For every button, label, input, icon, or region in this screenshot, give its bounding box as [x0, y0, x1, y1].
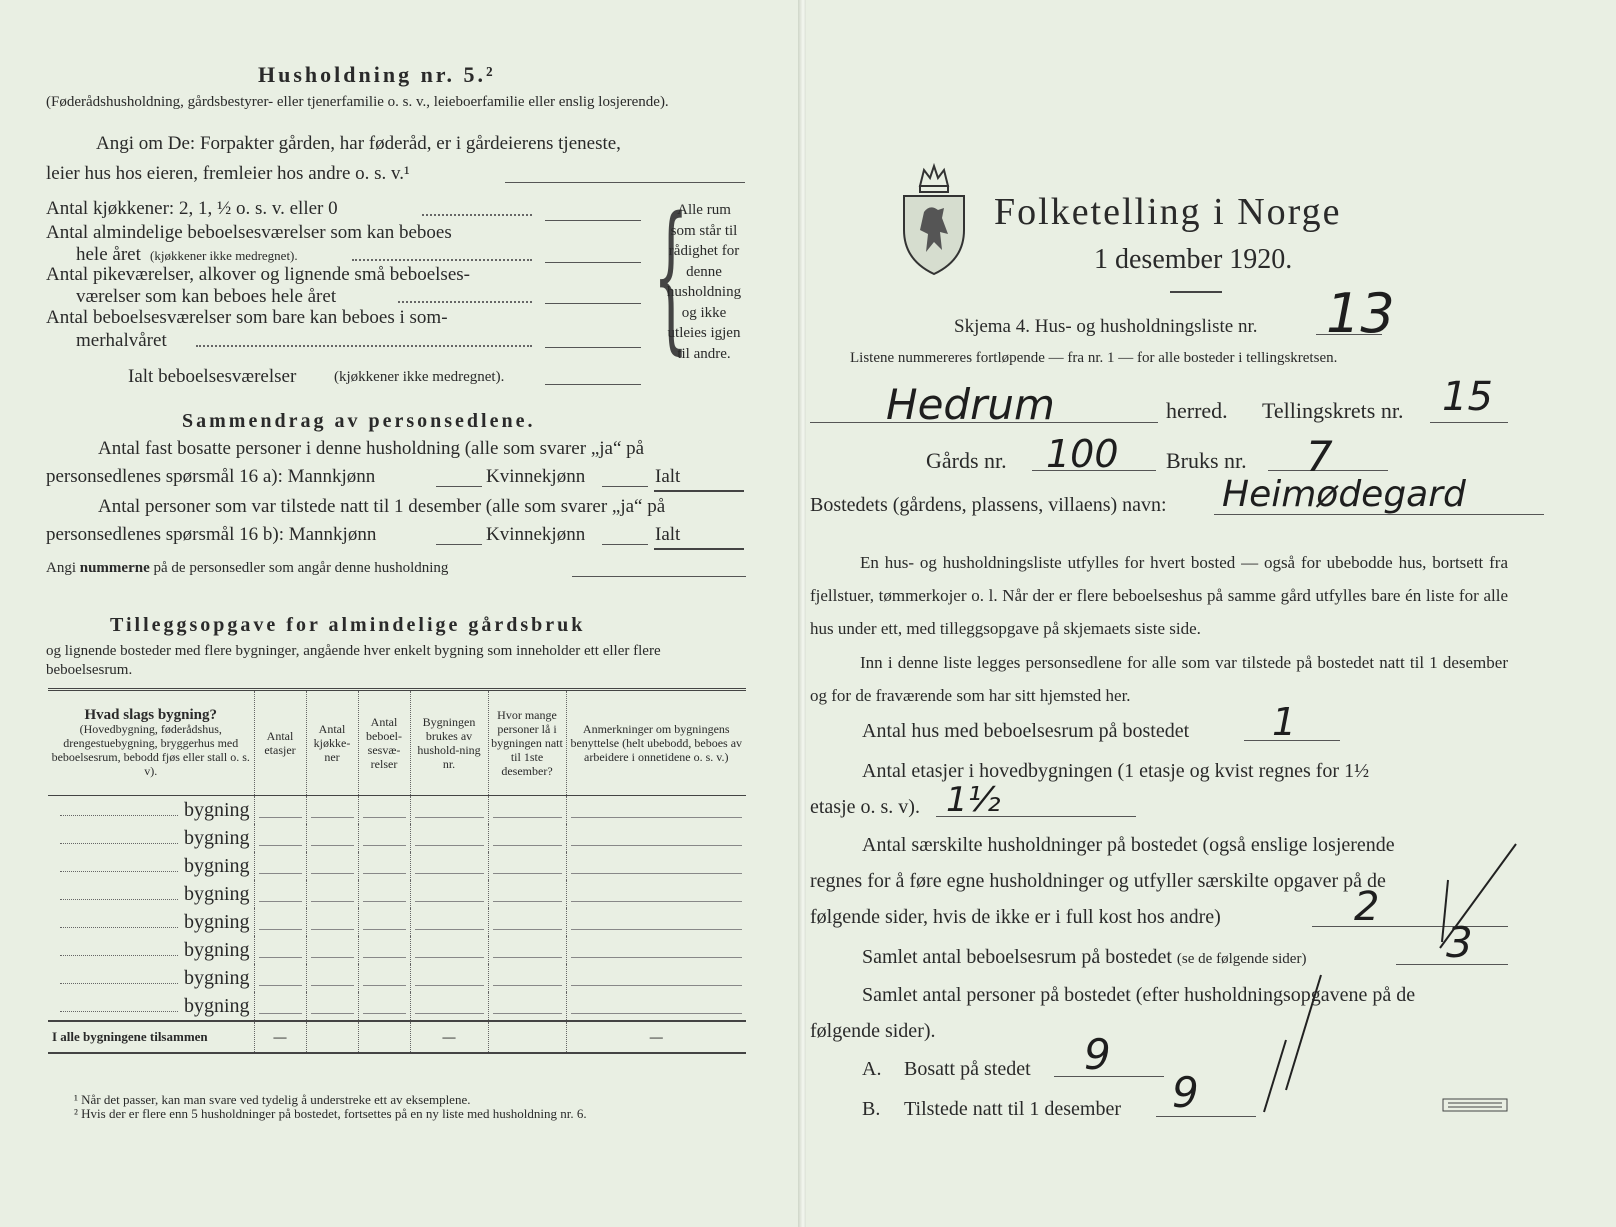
- table-header-1: [254, 690, 306, 796]
- table-header-text: (Hovedbygning, føderådshus, drengestuebygning, bryggerhus med beboelsesrum, bebodd fjøs eller stall o. s. v).: [51, 722, 250, 778]
- sommer-label-2: merhalvåret: [76, 330, 167, 351]
- ialt-b-line[interactable]: [654, 548, 744, 550]
- herred-label: herred.: [1166, 398, 1228, 423]
- samlet-pers-label-1: Samlet antal personer på bostedet (efter husholdningsopgavene på de: [862, 984, 1416, 1006]
- gards-value: 100: [1046, 432, 1119, 476]
- building-type-blank[interactable]: [60, 927, 178, 928]
- angi-answer-line[interactable]: [505, 182, 745, 183]
- summary-a-1: Antal fast bosatte personer i denne husholdning (alle som svarer „ja“ på: [98, 438, 645, 459]
- ialt-rooms-answer-line[interactable]: [545, 384, 641, 385]
- table-header-text: Antal etasjer: [264, 729, 296, 757]
- table-cell[interactable]: [410, 908, 488, 936]
- antal-hus-label: Antal hus med beboelsesrum på bostedet: [862, 720, 1190, 742]
- building-type-cell[interactable]: [48, 936, 254, 964]
- building-type-cell[interactable]: [48, 992, 254, 1021]
- row-label: bygning: [183, 882, 250, 905]
- table-header-4: [410, 690, 488, 796]
- angi-nummerne-bold: nummerne: [79, 560, 150, 576]
- census-date: 1 desember 1920.: [1094, 244, 1293, 275]
- herred-value: Hedrum: [886, 380, 1055, 429]
- table-cell[interactable]: [410, 964, 488, 992]
- total-cell[interactable]: [306, 1021, 358, 1053]
- pike-answer-line[interactable]: [545, 303, 641, 304]
- cell-underline: [259, 887, 302, 902]
- a-label: A.: [862, 1058, 882, 1080]
- dots: [352, 259, 532, 261]
- mann-a-line[interactable]: [436, 486, 482, 487]
- antal-hus-value: 1: [1272, 700, 1297, 744]
- cell-underline: [363, 859, 406, 874]
- brace: {: [653, 182, 689, 369]
- tillegg-intro: og lignende bosteder med flere bygninger, angående hver enkelt bygning som inneholder ett eller flere beboelsesrum.: [46, 643, 661, 678]
- table-header-text: Anmerkninger om bygningens benyttelse (helt ubebodd, beboes av arbeidere i onnetidene o. s. v.): [570, 722, 743, 764]
- table-cell[interactable]: [410, 852, 488, 880]
- tellingskrets-line[interactable]: [1430, 422, 1508, 423]
- building-type-cell[interactable]: [48, 964, 254, 992]
- cell-underline: [571, 999, 743, 1014]
- cell-underline: [363, 971, 406, 986]
- a-text: Bosatt på stedet: [904, 1058, 1031, 1080]
- instructions-2: Inn i denne liste legges personsedlene for alle som var tilstede på bostedet natt til 1 desember og for de fraværende som har sitt hjemsted her.: [810, 653, 1508, 705]
- total-cell[interactable]: —: [566, 1021, 746, 1053]
- footnote-2: ² Hvis der er flere enn 5 husholdninger på bostedet, fortsettes på en ny liste med husholdning nr. 6.: [74, 1106, 587, 1121]
- a-value: 9: [1084, 1030, 1111, 1079]
- cell-underline: [493, 859, 562, 874]
- table-cell[interactable]: [254, 824, 306, 852]
- samlet-rum-text: Samlet antal beboelsesrum på bostedet: [862, 946, 1172, 968]
- cell-underline: [311, 859, 354, 874]
- sarskilte-label-3: følgende sider, hvis de ikke er i full kost hos andre): [810, 906, 1221, 928]
- household-title: Husholdning nr. 5.²: [258, 62, 496, 87]
- table-header-0: [48, 690, 254, 796]
- table-row: [48, 936, 746, 964]
- table-cell[interactable]: [410, 824, 488, 852]
- table-cell[interactable]: [254, 908, 306, 936]
- household-intro: (Føderådshusholdning, gårdsbestyrer- eller tjenerfamilie o. s. v., leieboerfamilie eller enslig losjerende).: [46, 94, 669, 110]
- ialt-rooms-note: (kjøkkener ikke medregnet).: [334, 369, 505, 385]
- cell-underline: [571, 971, 743, 986]
- cell-underline: [493, 999, 562, 1014]
- cell-underline: [311, 999, 354, 1014]
- building-table: [48, 688, 746, 1054]
- pike-label-2: værelser som kan beboes hele året: [76, 286, 337, 307]
- sarskilte-label-1: Antal særskilte husholdninger på bostedet (også enslige losjerende: [862, 834, 1395, 856]
- cell-underline: [259, 915, 302, 930]
- table-cell[interactable]: [254, 964, 306, 992]
- right-page: [806, 0, 1616, 1227]
- sarskilte-label-2: regnes for å føre egne husholdninger og utfyller særskilte opgaver på de: [810, 870, 1386, 892]
- cell-underline: [571, 831, 743, 846]
- row-label: bygning: [183, 826, 250, 849]
- row-label: bygning: [183, 938, 250, 961]
- samlet-rum-note: (se de følgende sider): [1176, 951, 1307, 967]
- table-cell[interactable]: [306, 908, 358, 936]
- table-cell[interactable]: [566, 936, 746, 964]
- cell-underline: [415, 887, 484, 902]
- cell-underline: [571, 915, 743, 930]
- cell-underline: [415, 943, 484, 958]
- table-cell[interactable]: [566, 908, 746, 936]
- ialt-a-line[interactable]: [654, 490, 744, 492]
- title-rule: [1170, 291, 1222, 293]
- summary-title: Sammendrag av personsedlene.: [182, 410, 536, 432]
- cell-underline: [415, 859, 484, 874]
- building-type-blank[interactable]: [60, 815, 178, 816]
- table-header-5: [488, 690, 566, 796]
- table-cell[interactable]: [566, 824, 746, 852]
- table-cell[interactable]: [410, 936, 488, 964]
- cell-underline: [259, 943, 302, 958]
- table-cell[interactable]: [254, 852, 306, 880]
- sommer-label-1: Antal beboelsesværelser som bare kan beboes i som-: [46, 307, 448, 328]
- total-cell[interactable]: —: [410, 1021, 488, 1053]
- building-type-cell[interactable]: [48, 852, 254, 880]
- printer-stamp-icon: [1442, 1098, 1508, 1112]
- table-row: [48, 824, 746, 852]
- table-row: [48, 992, 746, 1021]
- angi-line-2: leier hus hos eieren, fremleier hos andre o. s. v.¹: [46, 163, 410, 184]
- table-row: [48, 880, 746, 908]
- table-row: [48, 796, 746, 825]
- row-label: bygning: [183, 854, 250, 877]
- table-cell[interactable]: [358, 852, 410, 880]
- tellingskrets-label: Tellingskrets nr.: [1262, 398, 1404, 423]
- mann-b-line[interactable]: [436, 544, 482, 545]
- row-label: bygning: [183, 966, 250, 989]
- etasjer-value: 1½: [946, 780, 1001, 820]
- table-cell[interactable]: [358, 880, 410, 908]
- cell-underline: [415, 831, 484, 846]
- table-cell[interactable]: [410, 796, 488, 825]
- table-cell[interactable]: [566, 880, 746, 908]
- tillegg-title: Tilleggsopgave for almindelige gårdsbruk: [110, 614, 586, 636]
- cell-underline: [259, 971, 302, 986]
- summary-a-2: personsedlenes spørsmål 16 a): Mannkjønn: [46, 466, 376, 487]
- total-cell[interactable]: —: [254, 1021, 306, 1053]
- table-cell[interactable]: [566, 992, 746, 1021]
- nummerne-answer-line[interactable]: [572, 576, 746, 577]
- pike-label-1: Antal pikeværelser, alkover og lignende små beboelses-: [46, 264, 470, 285]
- table-cell[interactable]: [254, 880, 306, 908]
- angi-nummerne-pre: Angi: [46, 560, 76, 576]
- cell-underline: [259, 803, 302, 818]
- cell-underline: [311, 831, 354, 846]
- summary-b-2: personsedlenes spørsmål 16 b): Mannkjønn: [46, 524, 377, 545]
- table-cell[interactable]: [488, 936, 566, 964]
- table-cell[interactable]: [410, 992, 488, 1021]
- row-label: bygning: [183, 910, 250, 933]
- cell-underline: [415, 999, 484, 1014]
- table-header-6: [566, 690, 746, 796]
- table-cell[interactable]: [306, 880, 358, 908]
- table-cell[interactable]: [410, 880, 488, 908]
- cell-underline: [311, 943, 354, 958]
- row-label: bygning: [183, 994, 250, 1017]
- total-cell[interactable]: [358, 1021, 410, 1053]
- alminnelige-answer-line[interactable]: [545, 262, 641, 263]
- cell-underline: [415, 971, 484, 986]
- summary-b-1: Antal personer som var tilstede natt til 1 desember (alle som svarer „ja“ på: [98, 496, 666, 517]
- table-row: [48, 964, 746, 992]
- etasjer-label-2: etasje o. s. v).: [810, 796, 920, 818]
- table-cell[interactable]: [358, 992, 410, 1021]
- ialt-rooms-label: Ialt beboelsesværelser: [128, 366, 297, 387]
- kjokkener-label: Antal kjøkkener: 2, 1, ½ o. s. v. eller 0: [46, 198, 338, 219]
- building-type-cell[interactable]: [48, 824, 254, 852]
- table-row: [48, 852, 746, 880]
- table-cell[interactable]: [254, 992, 306, 1021]
- cell-underline: [571, 943, 743, 958]
- table-cell[interactable]: [488, 796, 566, 825]
- angi-nummerne: [46, 560, 448, 577]
- samlet-rum-value: 3: [1446, 918, 1473, 967]
- gards-label: Gårds nr.: [926, 448, 1007, 473]
- table-cell[interactable]: [254, 936, 306, 964]
- dots: [196, 345, 532, 347]
- table-cell[interactable]: [306, 936, 358, 964]
- bruks-label: Bruks nr.: [1166, 448, 1247, 473]
- sarskilte-value: 2: [1354, 884, 1380, 930]
- side-note: Alle rum som står til rådighet for denne husholdning og ikke utleies igjen til andre.: [666, 202, 742, 362]
- cell-underline: [571, 803, 743, 818]
- cell-underline: [493, 887, 562, 902]
- cell-underline: [311, 971, 354, 986]
- table-cell[interactable]: [358, 936, 410, 964]
- bostedets-label: Bostedets (gårdens, plassens, villaens) navn:: [810, 494, 1167, 516]
- cell-underline: [259, 999, 302, 1014]
- table-header-bold: Hvad slags bygning?: [84, 707, 218, 723]
- tellingskrets-value: 15: [1442, 374, 1493, 420]
- building-type-blank[interactable]: [60, 955, 178, 956]
- skjema-value: 13: [1326, 282, 1395, 345]
- cell-underline: [493, 943, 562, 958]
- samlet-pers-label-2: følgende sider).: [810, 1020, 936, 1042]
- table-header-text: Antal kjøkke-ner: [313, 722, 351, 764]
- dots: [398, 301, 532, 303]
- building-type-blank[interactable]: [60, 871, 178, 872]
- table-header-2: [306, 690, 358, 796]
- total-row: [48, 1021, 746, 1053]
- table-cell[interactable]: [358, 796, 410, 825]
- table-cell[interactable]: [306, 992, 358, 1021]
- row-label: bygning: [183, 798, 250, 821]
- table-cell[interactable]: [566, 964, 746, 992]
- cell-underline: [363, 803, 406, 818]
- table-cell[interactable]: [306, 852, 358, 880]
- cell-underline: [363, 887, 406, 902]
- kvinne-b-line[interactable]: [602, 544, 648, 545]
- kvinne-a-label: Kvinnekjønn: [486, 466, 586, 487]
- sommer-answer-line[interactable]: [545, 347, 641, 348]
- building-type-blank[interactable]: [60, 1011, 178, 1012]
- table-header-3: [358, 690, 410, 796]
- b-value: 9: [1172, 1068, 1199, 1117]
- b-text: Tilstede natt til 1 desember: [904, 1098, 1122, 1120]
- table-cell[interactable]: [306, 964, 358, 992]
- table-header-text: Bygningen brukes av hushold-ning nr.: [417, 715, 481, 771]
- cell-underline: [311, 803, 354, 818]
- coat-of-arms-icon: [898, 160, 970, 278]
- table-cell[interactable]: [488, 824, 566, 852]
- listene-note: Listene nummereres fortløpende — fra nr. 1 — for alle bosteder i tellingskretsen.: [850, 350, 1338, 366]
- alminnelige-note: (kjøkkener ikke medregnet).: [150, 248, 298, 263]
- table-cell[interactable]: [254, 796, 306, 825]
- building-type-blank[interactable]: [60, 983, 178, 984]
- building-type-cell[interactable]: [48, 796, 254, 825]
- cell-underline: [363, 943, 406, 958]
- cell-underline: [311, 915, 354, 930]
- cell-underline: [259, 859, 302, 874]
- pen-stroke-marks: [1226, 830, 1526, 1130]
- table-cell[interactable]: [488, 908, 566, 936]
- table-cell[interactable]: [358, 908, 410, 936]
- cell-underline: [415, 803, 484, 818]
- total-cell[interactable]: [488, 1021, 566, 1053]
- angi-nummerne-post: på de personsedler som angår denne husholdning: [153, 560, 449, 576]
- table-cell[interactable]: [306, 824, 358, 852]
- dots: [422, 214, 532, 216]
- cell-underline: [493, 915, 562, 930]
- kjokkener-answer-line[interactable]: [545, 220, 641, 221]
- cell-underline: [415, 915, 484, 930]
- cell-underline: [363, 831, 406, 846]
- table-cell[interactable]: [358, 964, 410, 992]
- cell-underline: [571, 859, 743, 874]
- footnote-1: ¹ Når det passer, kan man svare ved tydelig å understreke ett av eksemplene.: [74, 1092, 471, 1107]
- cell-underline: [363, 915, 406, 930]
- alminnelige-label-2: hele året: [76, 244, 141, 265]
- skjema-label: Skjema 4. Hus- og husholdningsliste nr.: [954, 316, 1258, 337]
- total-label: I alle bygningene tilsammen: [48, 1021, 254, 1053]
- table-cell[interactable]: [488, 880, 566, 908]
- cell-underline: [571, 887, 743, 902]
- etasjer-label-1: Antal etasjer i hovedbygningen (1 etasje og kvist regnes for 1½: [862, 760, 1370, 782]
- table-cell[interactable]: [488, 964, 566, 992]
- table-cell[interactable]: [488, 852, 566, 880]
- kvinne-a-line[interactable]: [602, 486, 648, 487]
- alminnelige-label-1: Antal almindelige beboelsesværelser som kan beboes: [46, 222, 452, 243]
- table-header-text: Hvor mange personer lå i bygningen natt til 1ste desember?: [491, 708, 563, 778]
- cell-underline: [363, 999, 406, 1014]
- cell-underline: [493, 971, 562, 986]
- left-page: [0, 0, 800, 1227]
- angi-line-1: Angi om De: Forpakter gården, har føderåd, er i gårdeierens tjeneste,: [96, 133, 621, 154]
- table-cell[interactable]: [358, 824, 410, 852]
- table-header-text: Antal beboel-sesvæ-relser: [366, 715, 402, 771]
- cell-underline: [493, 803, 562, 818]
- building-type-blank[interactable]: [60, 843, 178, 844]
- b-label: B.: [862, 1098, 881, 1120]
- cell-underline: [259, 831, 302, 846]
- building-type-blank[interactable]: [60, 899, 178, 900]
- ialt-b-label: Ialt: [655, 524, 681, 545]
- cell-underline: [493, 831, 562, 846]
- table-cell[interactable]: [488, 992, 566, 1021]
- bruks-value: 7: [1306, 432, 1333, 481]
- table-cell[interactable]: [566, 852, 746, 880]
- census-title: Folketelling i Norge: [994, 191, 1342, 233]
- table-cell[interactable]: [566, 796, 746, 825]
- kvinne-b-label: Kvinnekjønn: [486, 524, 586, 545]
- ialt-a-label: Ialt: [655, 466, 681, 487]
- cell-underline: [311, 887, 354, 902]
- table-cell[interactable]: [306, 796, 358, 825]
- building-type-cell[interactable]: [48, 908, 254, 936]
- building-type-cell[interactable]: [48, 880, 254, 908]
- bostedets-value: Heimødegard: [1222, 474, 1466, 515]
- table-row: [48, 908, 746, 936]
- instructions-1: En hus- og husholdningsliste utfylles for hvert bosted — også for ubebodde hus, bortsett fra fjellstuer, tømmerkojer o. l. Når der er flere beboelseshus på samme gård utfylles bare én liste for alle hus under ett, med tilleggsopgave på skjemaets siste side.: [810, 553, 1508, 638]
